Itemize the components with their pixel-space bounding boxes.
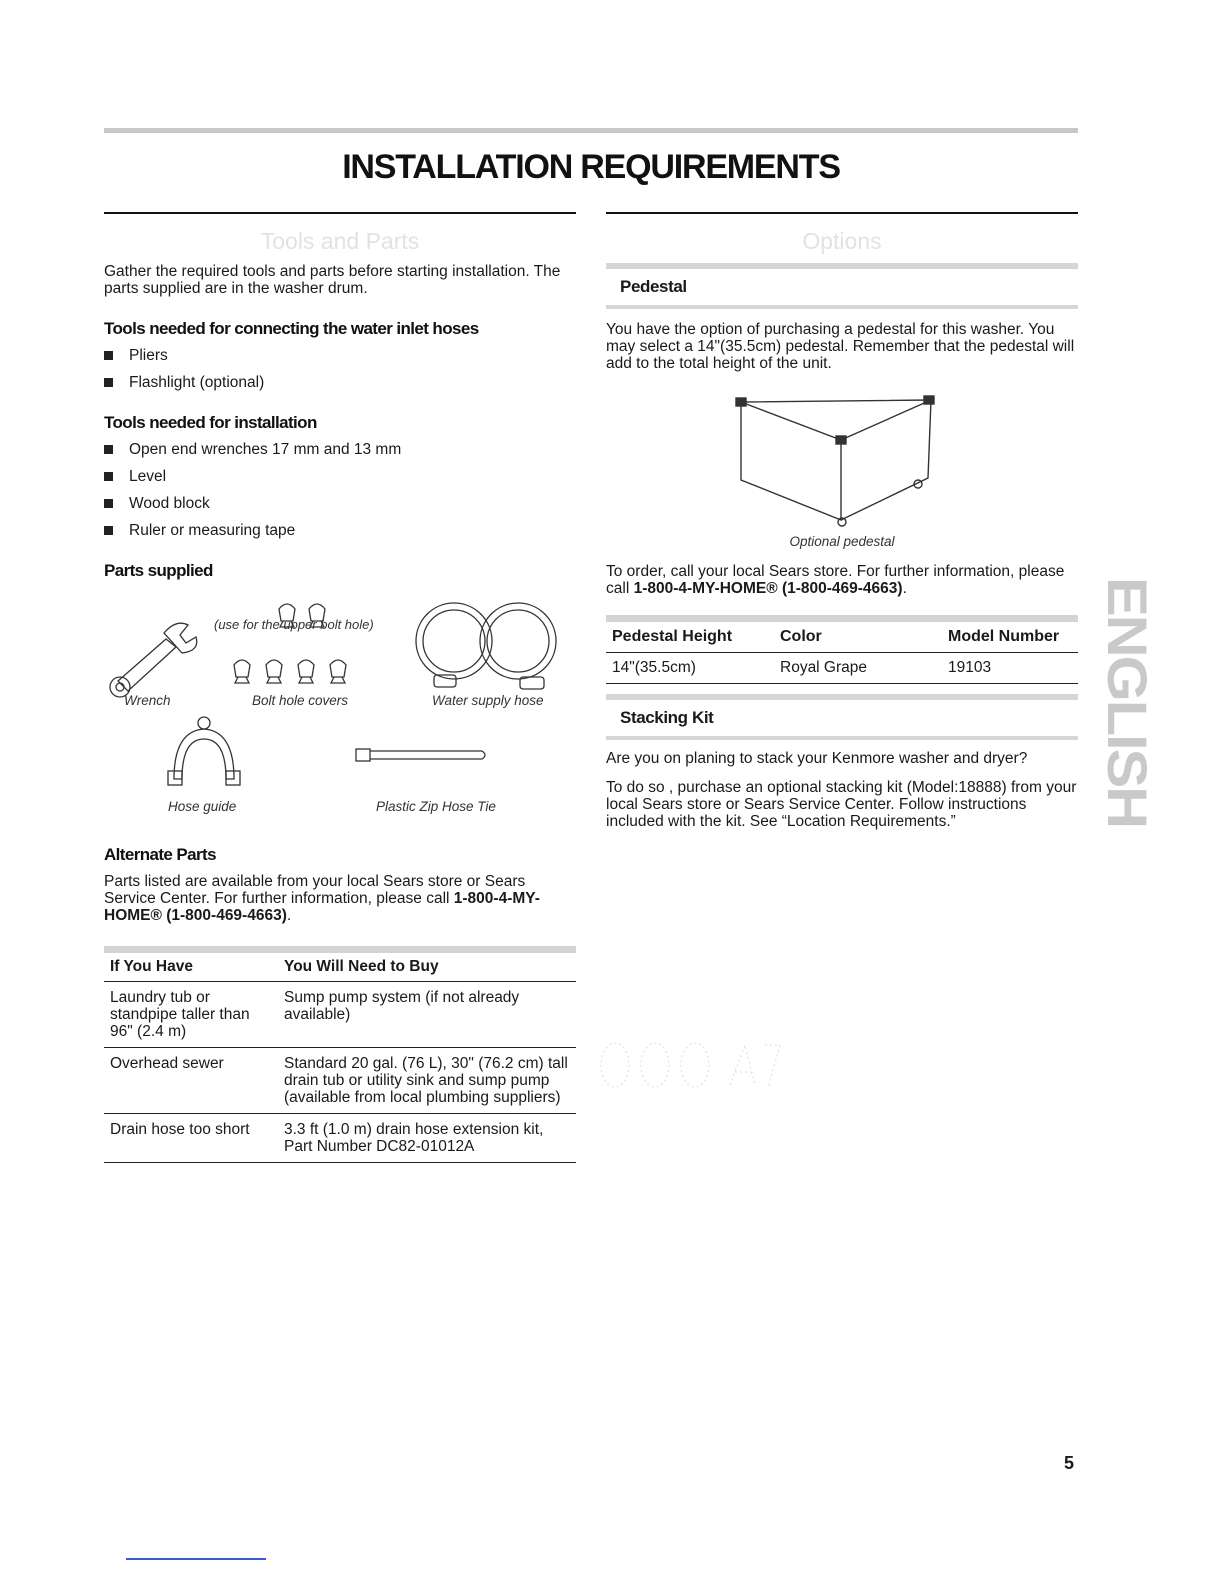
table-top-band xyxy=(606,615,1078,622)
options-heading: Options xyxy=(802,228,882,254)
top-rule xyxy=(104,128,1078,133)
table-cell: Drain hose too short xyxy=(104,1114,278,1163)
bolt-hole-covers-caption: Bolt hole covers xyxy=(252,693,349,708)
bolt-hole-cover-icon xyxy=(234,604,346,683)
installation-tools-heading: Tools needed for installation xyxy=(104,413,317,432)
water-hoses-tools-list xyxy=(104,347,576,391)
options-section xyxy=(606,212,1078,830)
table-cell: 14"(35.5cm) xyxy=(606,653,774,684)
list-item: Pliers xyxy=(104,347,576,364)
list-item: Open end wrenches 17 mm and 13 mm xyxy=(104,441,576,458)
list-item: Level xyxy=(104,468,576,485)
tools-intro: Gather the required tools and parts before starting installation. The parts supplied are in the washer drum. xyxy=(104,263,561,297)
parts-supplied-illustration xyxy=(104,589,576,841)
table-header-cell: If You Have xyxy=(104,953,278,982)
section-rule xyxy=(104,212,576,214)
tools-and-parts-heading: Tools and Parts xyxy=(260,228,420,254)
water-supply-hose-icon xyxy=(416,603,556,689)
bullet-square-icon xyxy=(104,378,113,387)
table-top-band xyxy=(104,946,576,953)
english-side-tab xyxy=(1096,572,1160,832)
water-hoses-tools-heading: Tools needed for connecting the water inlet hoses xyxy=(104,319,479,338)
table-header-cell: Pedestal Height xyxy=(606,622,774,653)
alternate-parts-heading: Alternate Parts xyxy=(104,845,216,864)
table-cell: Royal Grape xyxy=(774,653,942,684)
hose-guide-icon xyxy=(168,717,240,785)
wrench-icon xyxy=(110,623,197,697)
list-item: Ruler or measuring tape xyxy=(104,522,576,539)
alternate-parts-phone: 1-800-4-MY-HOME® (1-800-469-4663) xyxy=(104,890,540,924)
water-supply-hose-caption: Water supply hose xyxy=(432,693,544,708)
pedestal-caption: Optional pedestal xyxy=(789,534,895,549)
table-header-cell: Color xyxy=(774,622,942,653)
bullet-square-icon xyxy=(104,526,113,535)
faint-watermark xyxy=(560,1030,790,1100)
table-row xyxy=(606,653,1078,684)
stacking-text: To do so , purchase an optional stacking kit (Model:18888) from your local Sears store or Sears Service Center. Follow instructions included with the kit. See “Location Requirements.” xyxy=(606,779,1077,830)
order-text: To order, call your local Sears store. For further information, please call 1-800-4-MY-HOME® (1-800-469-4663). xyxy=(606,563,1065,597)
parts-supplied-heading: Parts supplied xyxy=(104,561,213,580)
section-rule xyxy=(606,212,1078,214)
installation-tools-list xyxy=(104,441,576,539)
table-cell: 3.3 ft (1.0 m) drain hose extension kit, Part Number DC82-01012A xyxy=(278,1114,576,1163)
list-item: Flashlight (optional) xyxy=(104,374,576,391)
pedestal-table xyxy=(606,622,1078,684)
table-row xyxy=(104,1048,576,1114)
bullet-square-icon xyxy=(104,472,113,481)
alternate-parts-table xyxy=(104,953,576,1163)
tools-and-parts-section xyxy=(104,212,576,1163)
table-cell: Laundry tub or standpipe taller than 96" (2.4 m) xyxy=(104,982,278,1048)
pedestal-drawing xyxy=(606,380,1078,530)
pedestal-heading: Pedestal xyxy=(606,263,1078,309)
bullet-square-icon xyxy=(104,499,113,508)
table-row xyxy=(104,1114,576,1163)
bullet-square-icon xyxy=(104,351,113,360)
wrench-caption: Wrench xyxy=(124,693,171,708)
alternate-parts-text: Parts listed are available from your local Sears store or Sears Service Center. For further information, please call 1-800-4-MY-HOME® (1-800-469-4663). xyxy=(104,873,540,924)
table-header-row xyxy=(104,953,576,982)
footer-rule xyxy=(126,1558,266,1560)
zip-tie-caption: Plastic Zip Hose Tie xyxy=(376,799,496,814)
table-cell: Sump pump system (if not already available) xyxy=(278,982,576,1048)
zip-tie-icon xyxy=(356,749,485,761)
pedestal-icon xyxy=(736,396,934,526)
table-header-cell: You Will Need to Buy xyxy=(278,953,576,982)
table-header-cell: Model Number xyxy=(942,622,1078,653)
table-cell: Overhead sewer xyxy=(104,1048,278,1114)
table-cell: Standard 20 gal. (76 L), 30" (76.2 cm) tall drain tub or utility sink and sump pump (available from local plumbing suppliers) xyxy=(278,1048,576,1114)
table-header-row xyxy=(606,622,1078,653)
order-phone: 1-800-4-MY-HOME® (1-800-469-4663) xyxy=(633,580,903,597)
bullet-square-icon xyxy=(104,445,113,454)
stacking-question: Are you on planing to stack your Kenmore washer and dryer? xyxy=(606,750,1028,767)
table-cell: 19103 xyxy=(942,653,1078,684)
stacking-kit-heading: Stacking Kit xyxy=(606,694,1078,740)
list-item: Wood block xyxy=(104,495,576,512)
hose-guide-caption: Hose guide xyxy=(168,799,237,814)
side-tab-label: ENGLISH xyxy=(1096,577,1160,812)
page-number: 5 xyxy=(1064,1453,1075,1473)
table-row xyxy=(104,982,576,1048)
page-title: INSTALLATION REQUIREMENTS xyxy=(342,148,840,186)
bolt-hole-upper-note: (use for the upper bolt hole) xyxy=(214,617,374,632)
pedestal-text: You have the option of purchasing a pedestal for this washer. You may select a 14"(35.5cm) pedestal. Remember that the pedestal will add to the total height of the unit. xyxy=(606,321,1075,372)
